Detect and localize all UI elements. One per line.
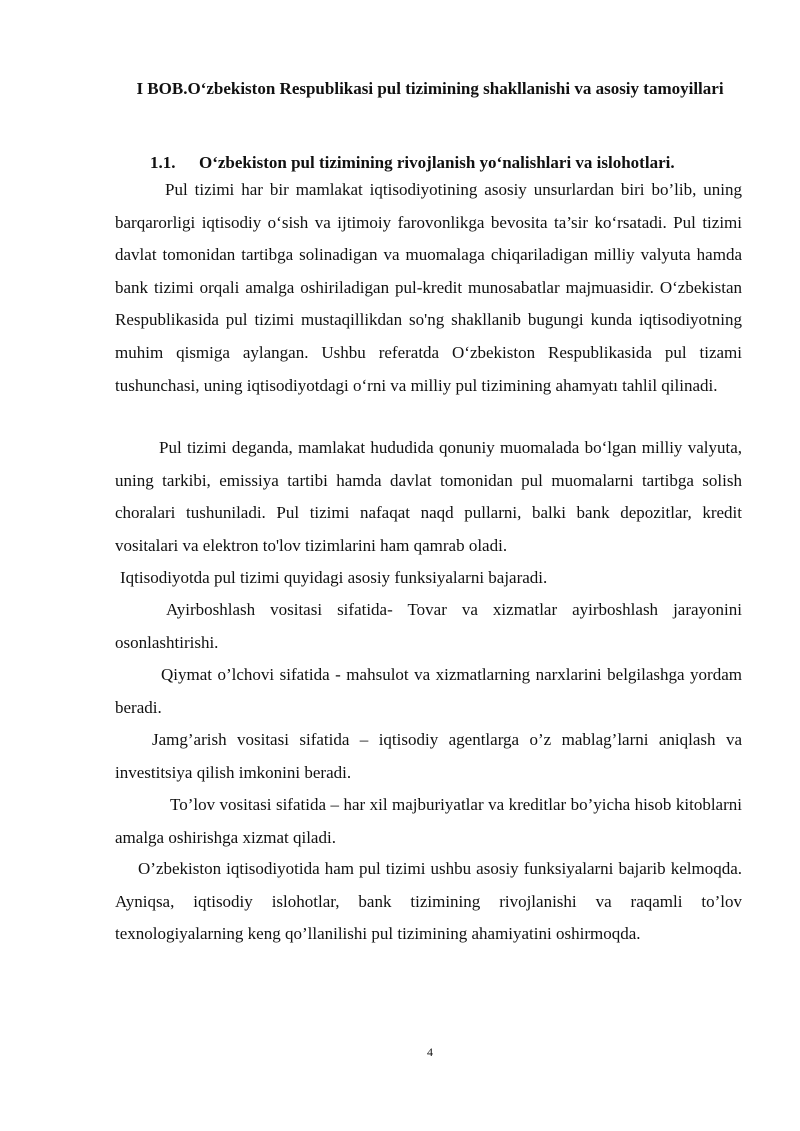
paragraph-function-saving: Jamg’arish vositasi sifatida – iqtisodiy agentlarga o’z mablag’larni aniqlash va investitsiya qilish imkonini beradi. (115, 730, 742, 782)
paragraph-conclusion: O’zbekiston iqtisodiyotida ham pul tizimi ushbu asosiy funksiyalarni bajarib kelmoqda. Ayniqsa, iqtisodiy islohotlar, bank tizimining rivojlanishi va raqamli to’lov texnologiyalarning keng qo’llanilishi pul tizimining ahamiyatini oshirmoqda. (115, 859, 742, 944)
paragraph-function-payment: To’lov vositasi sifatida – har xil majburiyatlar va kreditlar bo’yicha hisob kitoblarni amalga oshirishga xizmat qiladi. (115, 795, 742, 847)
paragraph-intro: Pul tizimi har bir mamlakat iqtisodiyotining asosiy unsurlardan biri bo’lib, uning barqarorligi iqtisodiy o‘sish va ijtimoiy farovonlikga bevosita ta’sir ko‘rsatadi. Pul tizimi davlat tomonidan tartibga solinadigan va muomalaga chiqariladigan milliy valyuta hamda bank tizimi orqali amalga oshiriladigan pul-kredit munosabatlar majmuasidir. O‘zbekistan Respublikasida pul tizimi mustaqillikdan so'ng shakllanib bugungi kunda iqtisodiyotning muhim qismiga aylangan. Ushbu referatda O‘zbekiston Respublikasida pul tizami tushunchasi, uning iqtisodiyotdagi o‘rni va milliy pul tizimining ahamyatı tahlil qilinadi. (115, 180, 742, 395)
paragraph-function-exchange: Ayirboshlash vositasi sifatida- Tovar va xizmatlar ayirboshlash jarayonini osonlashtirishi. (115, 600, 742, 652)
page-number: 4 (427, 1045, 433, 1059)
section-number: 1.1. (150, 153, 176, 172)
chapter-title: I BOB.O‘zbekiston Respublikasi pul tizimining shakllanishi va asosiy tamoyillari (136, 79, 724, 98)
section-heading (150, 153, 675, 173)
paragraph-functions-intro: Iqtisodiyotda pul tizimi quyidagi asosiy funksiyalarni bajaradi. (120, 568, 548, 587)
paragraph-function-measure: Qiymat o’lchovi sifatida - mahsulot va xizmatlarning narxlarini belgilashga yordam beradi. (115, 665, 742, 717)
paragraph-definition: Pul tizimi deganda, mamlakat hududida qonuniy muomalada bo‘lgan milliy valyuta, uning tarkibi, emissiya tartibi hamda davlat tomonidan pul muomalarni tartibga solish choralari tushuniladi. Pul tizimi nafaqat naqd pullarni, balki bank depozitlar, kredit vositalari va elektron to'lov tizimlarini ham qamrab oladi. (115, 438, 742, 555)
section-title: O‘zbekiston pul tizimining rivojlanish yo‘nalishlari va islohotlari. (199, 153, 675, 172)
